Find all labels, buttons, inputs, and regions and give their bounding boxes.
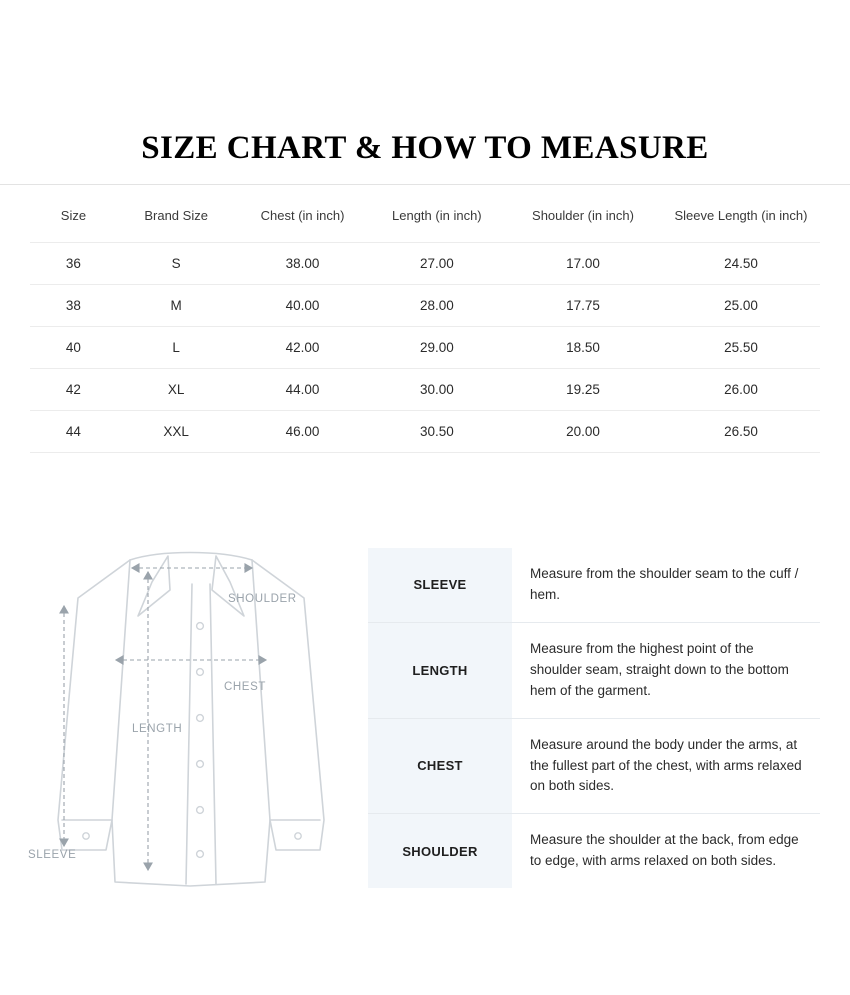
table-row bbox=[30, 243, 820, 285]
how-to-measure-section bbox=[0, 520, 850, 920]
measure-row-length bbox=[368, 622, 820, 718]
measure-label-sleeve: SLEEVE bbox=[368, 548, 512, 622]
cell-brand-size: S bbox=[117, 243, 236, 285]
diagram-label-sleeve: SLEEVE bbox=[28, 849, 77, 861]
cell-brand-size: XXL bbox=[117, 411, 236, 453]
cell-sleeve-length: 25.00 bbox=[662, 285, 820, 327]
cell-length: 27.00 bbox=[370, 243, 504, 285]
size-chart-table bbox=[30, 200, 820, 453]
diagram-label-length: LENGTH bbox=[132, 723, 183, 735]
measure-row-sleeve bbox=[368, 548, 820, 622]
cell-sleeve-length: 25.50 bbox=[662, 327, 820, 369]
cell-brand-size: L bbox=[117, 327, 236, 369]
cell-chest: 40.00 bbox=[235, 285, 369, 327]
measure-desc-shoulder: Measure the shoulder at the back, from edge to edge, with arms relaxed on both sides. bbox=[530, 832, 799, 869]
page-title: SIZE CHART & HOW TO MEASURE bbox=[141, 129, 709, 166]
cell-sleeve-length: 26.00 bbox=[662, 369, 820, 411]
table-header-row bbox=[30, 200, 820, 243]
cell-shoulder: 17.75 bbox=[504, 285, 662, 327]
table-row bbox=[30, 285, 820, 327]
cell-shoulder: 18.50 bbox=[504, 327, 662, 369]
page-title-band bbox=[0, 112, 850, 185]
cell-length: 30.50 bbox=[370, 411, 504, 453]
column-header-size: Size bbox=[60, 208, 87, 223]
shirt-diagram bbox=[20, 520, 360, 910]
cell-size: 44 bbox=[30, 411, 117, 453]
table-row bbox=[30, 369, 820, 411]
cell-shoulder: 20.00 bbox=[504, 411, 662, 453]
cell-sleeve-length: 24.50 bbox=[662, 243, 820, 285]
cell-length: 29.00 bbox=[370, 327, 504, 369]
cell-size: 36 bbox=[30, 243, 117, 285]
column-header-length: Length (in inch) bbox=[392, 208, 482, 223]
table-row bbox=[30, 411, 820, 453]
cell-length: 28.00 bbox=[370, 285, 504, 327]
measure-guide-table-wrap bbox=[368, 548, 820, 888]
diagram-label-chest: CHEST bbox=[224, 681, 266, 693]
measure-desc-chest: Measure around the body under the arms, at the fullest part of the chest, with arms relaxed on both sides. bbox=[530, 736, 802, 794]
column-header-brand-size: Brand Size bbox=[144, 208, 208, 223]
measure-guide-table bbox=[368, 548, 820, 888]
measure-desc-sleeve: Measure from the shoulder seam to the cuff / hem. bbox=[530, 566, 799, 602]
measure-label-length: LENGTH bbox=[368, 622, 512, 718]
measure-label-shoulder: SHOULDER bbox=[368, 814, 512, 888]
column-header-sleeve-length: Sleeve Length (in inch) bbox=[674, 208, 808, 223]
cell-size: 42 bbox=[30, 369, 117, 411]
cell-brand-size: XL bbox=[117, 369, 236, 411]
cell-sleeve-length: 26.50 bbox=[662, 411, 820, 453]
measure-row-shoulder bbox=[368, 814, 820, 888]
measure-desc-length: Measure from the highest point of the shoulder seam, straight down to the bottom hem of the garment. bbox=[530, 640, 789, 698]
diagram-label-shoulder: SHOULDER bbox=[228, 593, 297, 605]
column-header-chest: Chest (in inch) bbox=[260, 208, 345, 223]
cell-chest: 42.00 bbox=[235, 327, 369, 369]
measure-row-chest bbox=[368, 718, 820, 814]
size-chart-table-wrap bbox=[30, 200, 820, 453]
cell-size: 38 bbox=[30, 285, 117, 327]
cell-shoulder: 17.00 bbox=[504, 243, 662, 285]
measure-label-chest: CHEST bbox=[368, 718, 512, 814]
cell-size: 40 bbox=[30, 327, 117, 369]
cell-shoulder: 19.25 bbox=[504, 369, 662, 411]
cell-length: 30.00 bbox=[370, 369, 504, 411]
column-header-shoulder: Shoulder (in inch) bbox=[532, 208, 634, 223]
table-row bbox=[30, 327, 820, 369]
cell-chest: 46.00 bbox=[235, 411, 369, 453]
cell-brand-size: M bbox=[117, 285, 236, 327]
cell-chest: 44.00 bbox=[235, 369, 369, 411]
cell-chest: 38.00 bbox=[235, 243, 369, 285]
